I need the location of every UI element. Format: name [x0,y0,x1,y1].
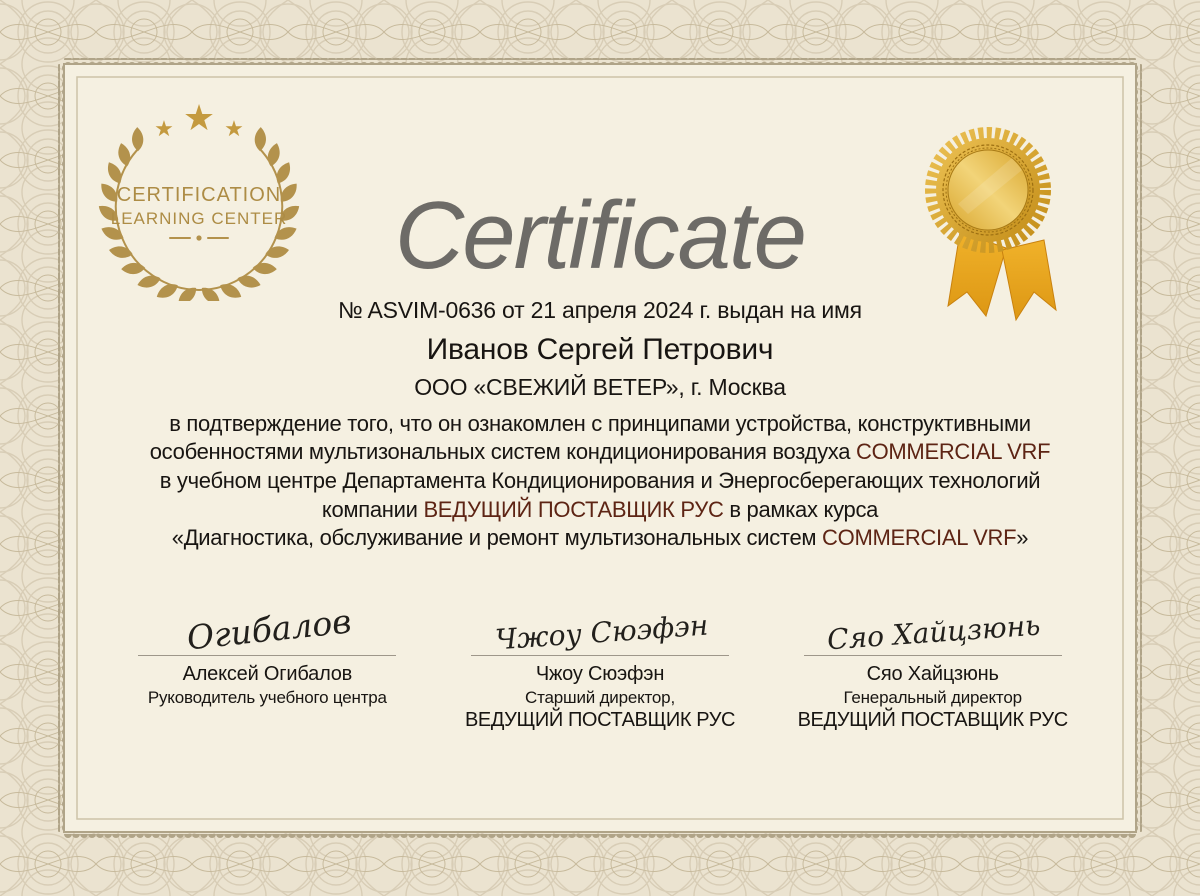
handwritten-signature: Огибалов [185,601,354,658]
laurel-wreath-icon [84,86,314,301]
body-text: в учебном центре Департамента Кондиционирования и Энергосберегающих технологий [159,467,1041,493]
body-line-4 [64,496,1136,525]
certificate-content [64,64,1136,832]
body-text: » [1016,525,1029,551]
signatory-company: ВЕДУЩИЙ ПОСТАВЩИК РУС [797,708,1068,731]
body-line-5 [64,524,1136,553]
logo-line1: CERTIFICATION [116,184,282,206]
svg-text:★: ★ [182,98,216,139]
handwritten-signature: Чжоу Сюэфэн [493,608,709,657]
three-stars-icon [154,98,244,142]
signatory-name: Алексей Огибалов [182,662,353,685]
award-medal [910,102,1070,330]
handwritten-signature: Сяо Хайцзюнь [826,608,1042,657]
body-text: особенностями мультизональных систем кондиционирования воздуха [149,439,856,465]
certificate-body-text [64,410,1136,553]
logo-line2: LEARNING CENTER [110,209,288,228]
signatory-name: Чжоу Сюэфэн [535,662,665,685]
certificate-number-line: № ASVIM-0636 от 21 апреля 2024 г. выдан на имя [338,296,862,323]
signatory-role: Генеральный директор [843,687,1022,707]
signature-block-3 [775,577,1090,732]
svg-text:★: ★ [224,117,244,142]
gold-rosette-medal-icon [910,102,1070,330]
signature-row [64,577,1136,732]
body-text: компании [321,496,424,522]
signatory-name: Сяо Хайцзюнь [866,662,999,685]
body-line-2 [64,438,1136,467]
signatory-role: Руководитель учебного центра [147,687,387,707]
recipient-organization: ООО «СВЕЖИЙ ВЕТЕР», г. Москва [414,373,786,400]
signature-block-1 [110,577,425,709]
body-text: в рамках курса [723,496,879,522]
body-text: «Диагностика, обслуживание и ремонт мультизональных систем [171,525,823,551]
company-name-highlight: ВЕДУЩИЙ ПОСТАВЩИК РУС [423,496,724,522]
signatory-role: Старший директор, [525,687,675,707]
certification-center-logo [84,86,314,301]
certificate-title: Certificate [394,182,806,289]
svg-text:★: ★ [154,117,174,142]
body-line-1 [64,410,1136,439]
signatory-company: ВЕДУЩИЙ ПОСТАВЩИК РУС [464,708,736,731]
system-name-highlight: COMMERCIAL VRF [822,525,1017,551]
signature-block-2 [443,577,758,732]
logo-divider [170,235,228,240]
body-text: в подтверждение того, что он ознакомлен с принципами устройства, конструктивными [169,410,1031,436]
body-line-3 [64,467,1136,496]
recipient-name: Иванов Сергей Петрович [426,332,774,366]
system-name-highlight: COMMERCIAL VRF [856,439,1051,465]
